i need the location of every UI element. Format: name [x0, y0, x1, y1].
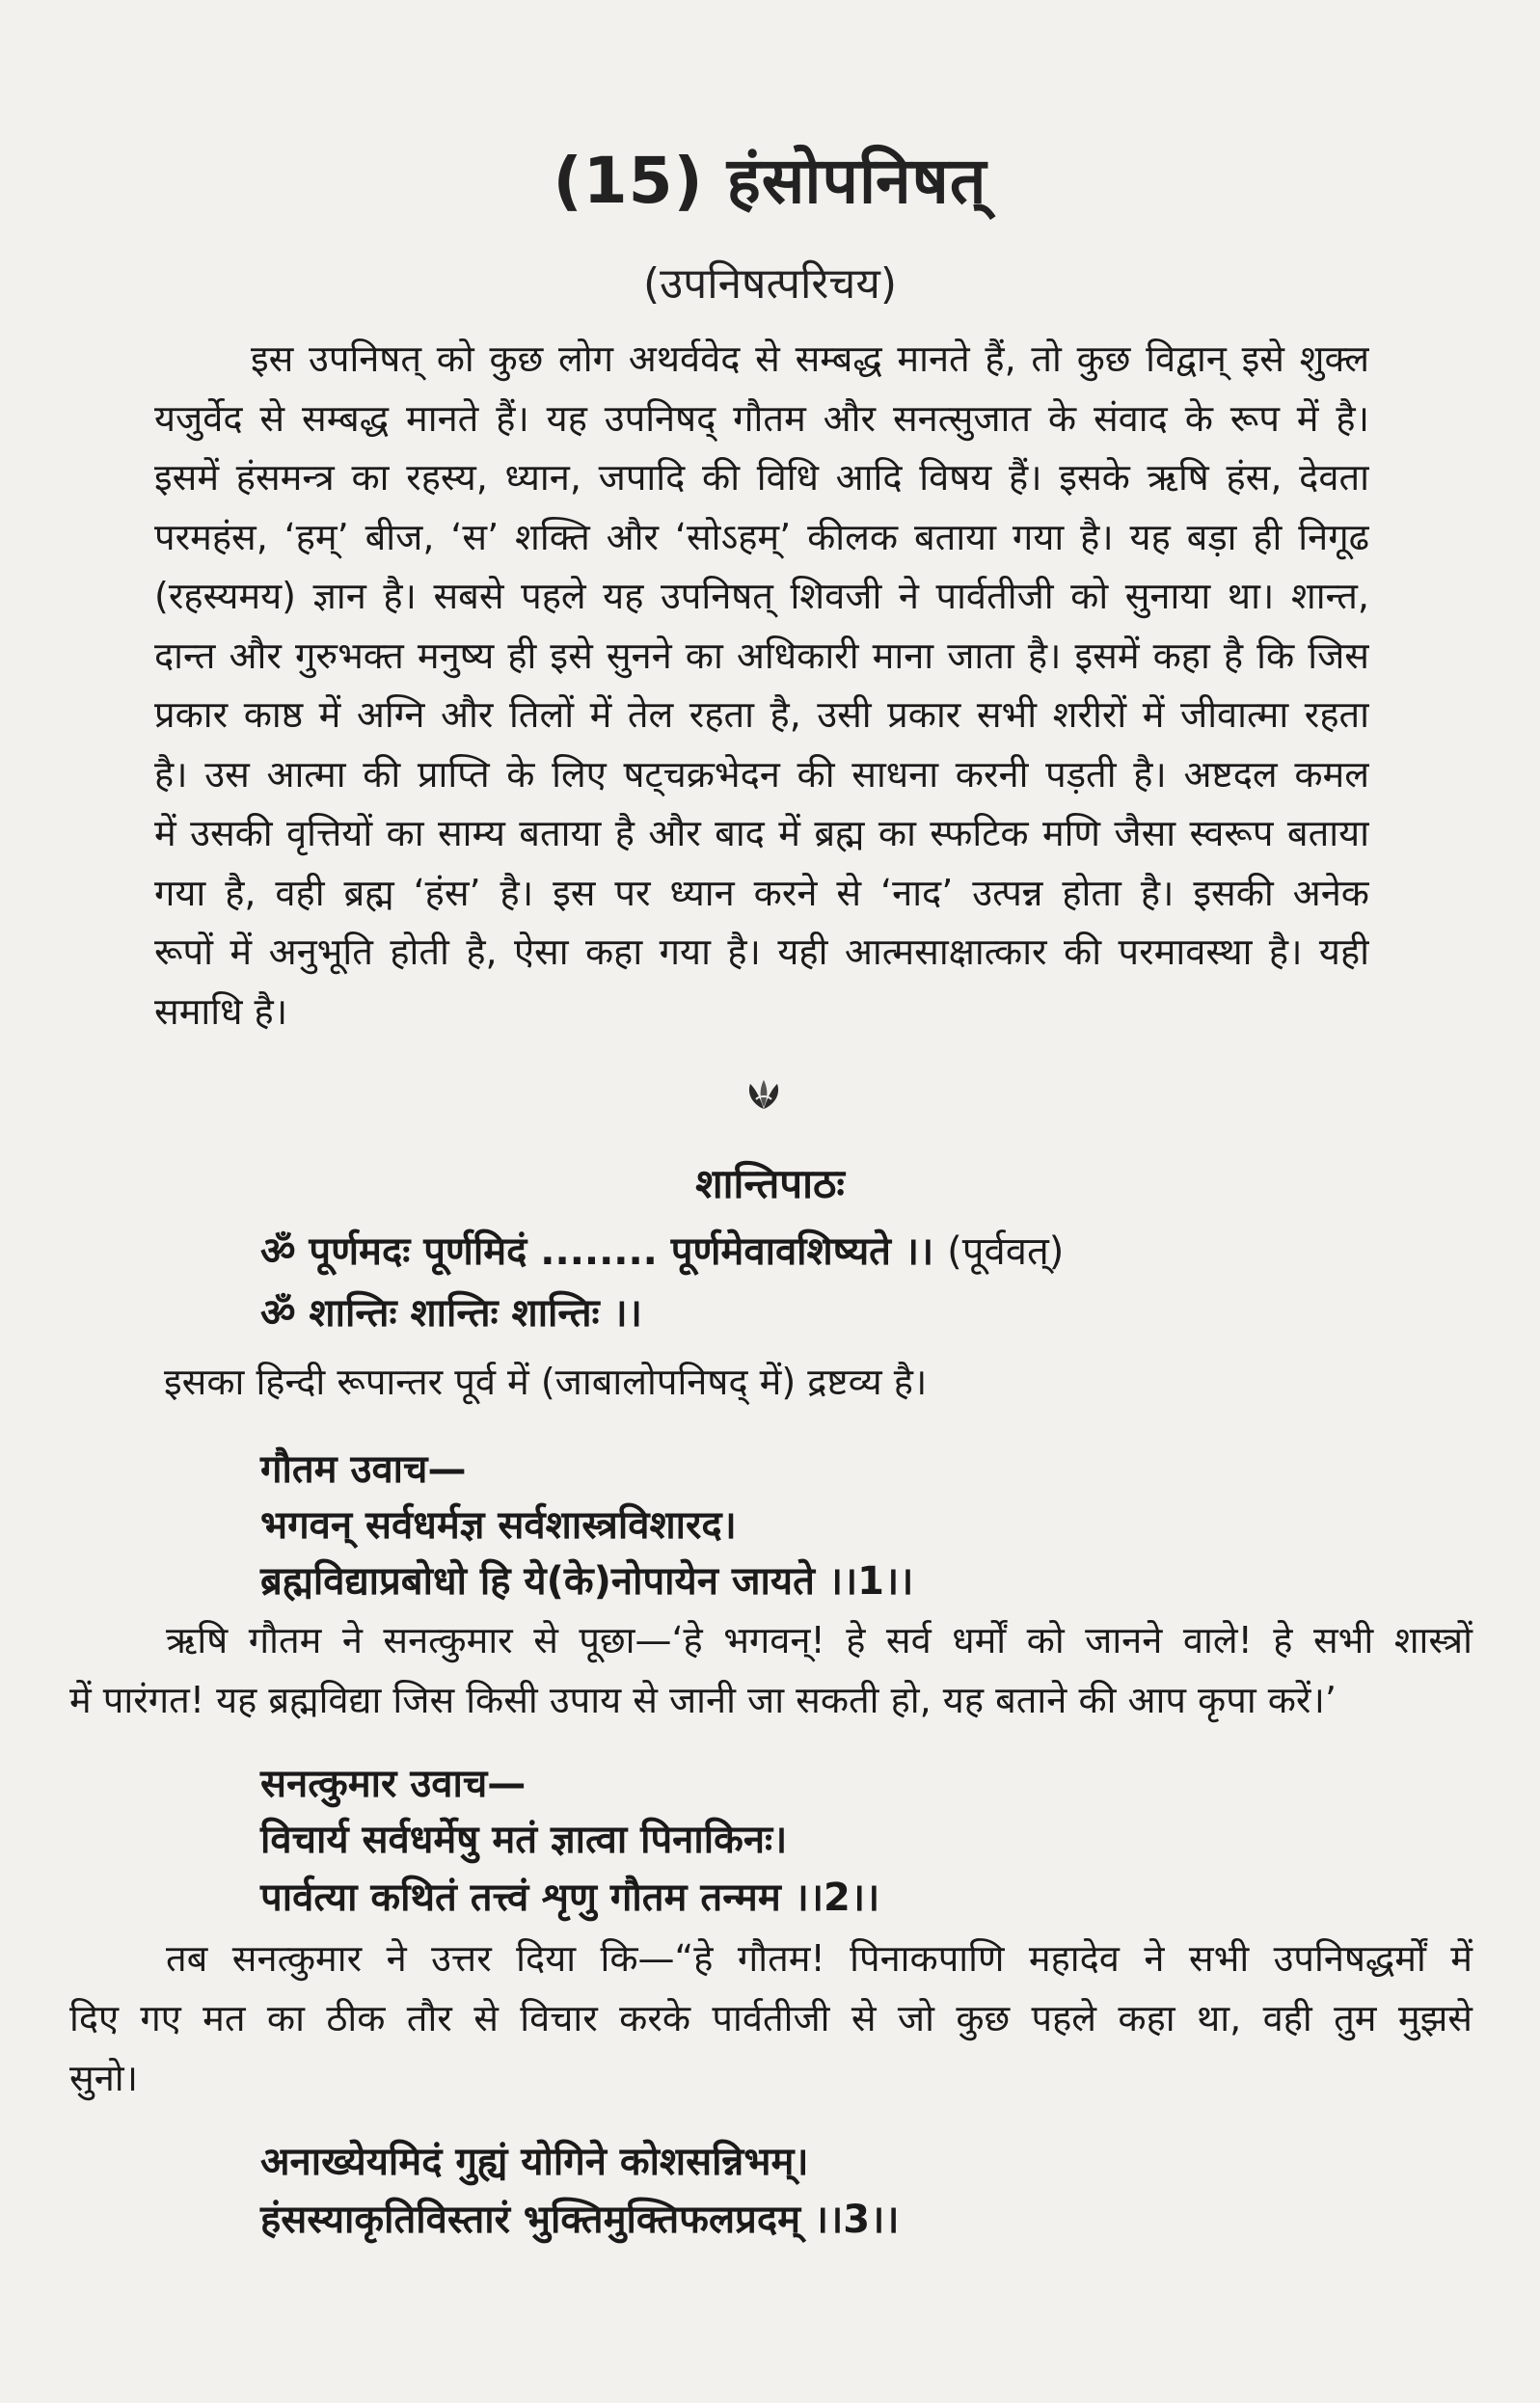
page-subtitle: (उपनिषत्परिचय) — [642, 259, 898, 309]
intro-line: परमहंस, ‘हम्’ बीज, ‘स’ शक्ति और ‘सोऽहम्’ कीलक बताया गया है। यह बड़ा ही निगूढ — [154, 515, 1369, 558]
intro-line: इसमें हंसमन्त्र का रहस्य, ध्यान, जपादि की विधि आदि विषय हैं। इसके ऋषि हंस, देवता — [154, 456, 1369, 499]
intro-line: यजुर्वेद से सम्बद्ध मानते हैं। यह उपनिषद् गौतम और सनत्सुजात के संवाद के रूप में है। — [154, 396, 1369, 440]
shanti-verse-line-1 — [260, 1223, 1064, 1276]
intro-line: (रहस्यमय) ज्ञान है। सबसे पहले यह उपनिषत् शिवजी ने पार्वतीजी को सुनाया था। शान्त, — [154, 575, 1369, 617]
intro-line: में उसकी वृत्तियों का साम्य बताया है और बाद में ब्रह्म का स्फटिक मणि जैसा स्वरूप बताया — [154, 812, 1369, 854]
paragraph-line: सुनो। — [69, 2057, 139, 2099]
shanti-verse-line-2: ॐ शान्तिः शान्तिः शान्तिः ।। — [260, 1291, 642, 1336]
paragraph-line: ऋषि गौतम ने सनत्कुमार से पूछा—‘हे भगवन्! हे सर्व धर्मों को जानने वाले! हे सभी शास्त्रों — [166, 1619, 1472, 1661]
verse1-speaker: गौतम उवाच— — [260, 1447, 467, 1492]
verse2-line-1: विचार्य सर्वधर्मेषु मतं ज्ञात्वा पिनाकिनः। — [260, 1818, 788, 1862]
paragraph-line: दिए गए मत का ठीक तौर से विचार करके पार्वतीजी से जो कुछ पहले कहा था, वही तुम मुझसे — [69, 1997, 1472, 2039]
intro-line: प्रकार काष्ठ में अग्नि और तिलों में तेल रहता है, उसी प्रकार सभी शरीरों में जीवात्मा रहता — [154, 693, 1369, 736]
verse3-line-2: हंसस्याकृतिविस्तारं भुक्तिमुक्तिफलप्रदम् ।।3।। — [260, 2198, 900, 2242]
intro-line: रूपों में अनुभूति होती है, ऐसा कहा गया है। यही आत्मसाक्षात्कार की परमावस्था है। यही — [154, 931, 1369, 973]
shanti-translation-note: इसका हिन्दी रूपान्तर पूर्व में (जाबालोपनिषद् में) द्रष्टव्य है। — [164, 1361, 928, 1403]
shanti-verse-text: ॐ पूर्णमदः पूर्णमिदं ........ पूर्णमेवावशिष्यते ।। — [260, 1229, 934, 1274]
verse2-speaker: सनत्कुमार उवाच— — [260, 1762, 527, 1806]
intro-line: गया है, वही ब्रह्म ‘हंस’ है। इस पर ध्यान करने से ‘नाद’ उत्पन्न होता है। इसकी अनेक — [154, 871, 1369, 914]
verse1-line-1: भगवन् सर्वधर्मज्ञ सर्वशास्त्रविशारद। — [260, 1503, 737, 1548]
intro-line: समाधि है। — [154, 989, 288, 1033]
intro-line: दान्त और गुरुभक्त मनुष्य ही इसे सुनने का अधिकारी माना जाता है। इसमें कहा है कि जिस — [154, 634, 1369, 677]
verse2-line-2: पार्वत्या कथितं तत्त्वं शृणु गौतम तन्मम ।।2।। — [260, 1876, 880, 1920]
intro-line: इस उपनिषत् को कुछ लोग अथर्ववेद से सम्बद्ध मानते हैं, तो कुछ विद्वान् इसे शुक्ल — [251, 338, 1369, 380]
translation-paragraph-1 — [69, 1610, 1472, 1730]
page-title: (15) हंसोपनिषत् — [553, 144, 987, 218]
shanti-heading: शान्तिपाठः — [695, 1160, 845, 1207]
shanti-verse-note: (पूर्ववत्) — [947, 1229, 1065, 1274]
lotus-ornament-icon — [737, 1076, 791, 1115]
paragraph-line: में पारंगत! यह ब्रह्मविद्या जिस किसी उपाय से जानी जा सकती हो, यह बताने की आप कृपा करें।’ — [69, 1679, 1337, 1721]
intro-paragraph — [154, 330, 1369, 1041]
verse1-line-2: ब्रह्मविद्याप्रबोधो हि ये(के)नोपायेन जायते ।।1।। — [260, 1559, 914, 1604]
paragraph-line: तब सनत्कुमार ने उत्तर दिया कि—“हे गौतम! पिनाकपाणि महादेव ने सभी उपनिषद्धर्मों में — [166, 1937, 1472, 1980]
intro-line: है। उस आत्मा की प्राप्ति के लिए षट्चक्रभेदन की साधना करनी पड़ती है। अष्टदल कमल — [154, 752, 1369, 796]
translation-paragraph-2 — [69, 1929, 1472, 2108]
verse3-line-1: अनाख्येयमिदं गुह्यं योगिने कोशसन्निभम्। — [260, 2140, 809, 2184]
